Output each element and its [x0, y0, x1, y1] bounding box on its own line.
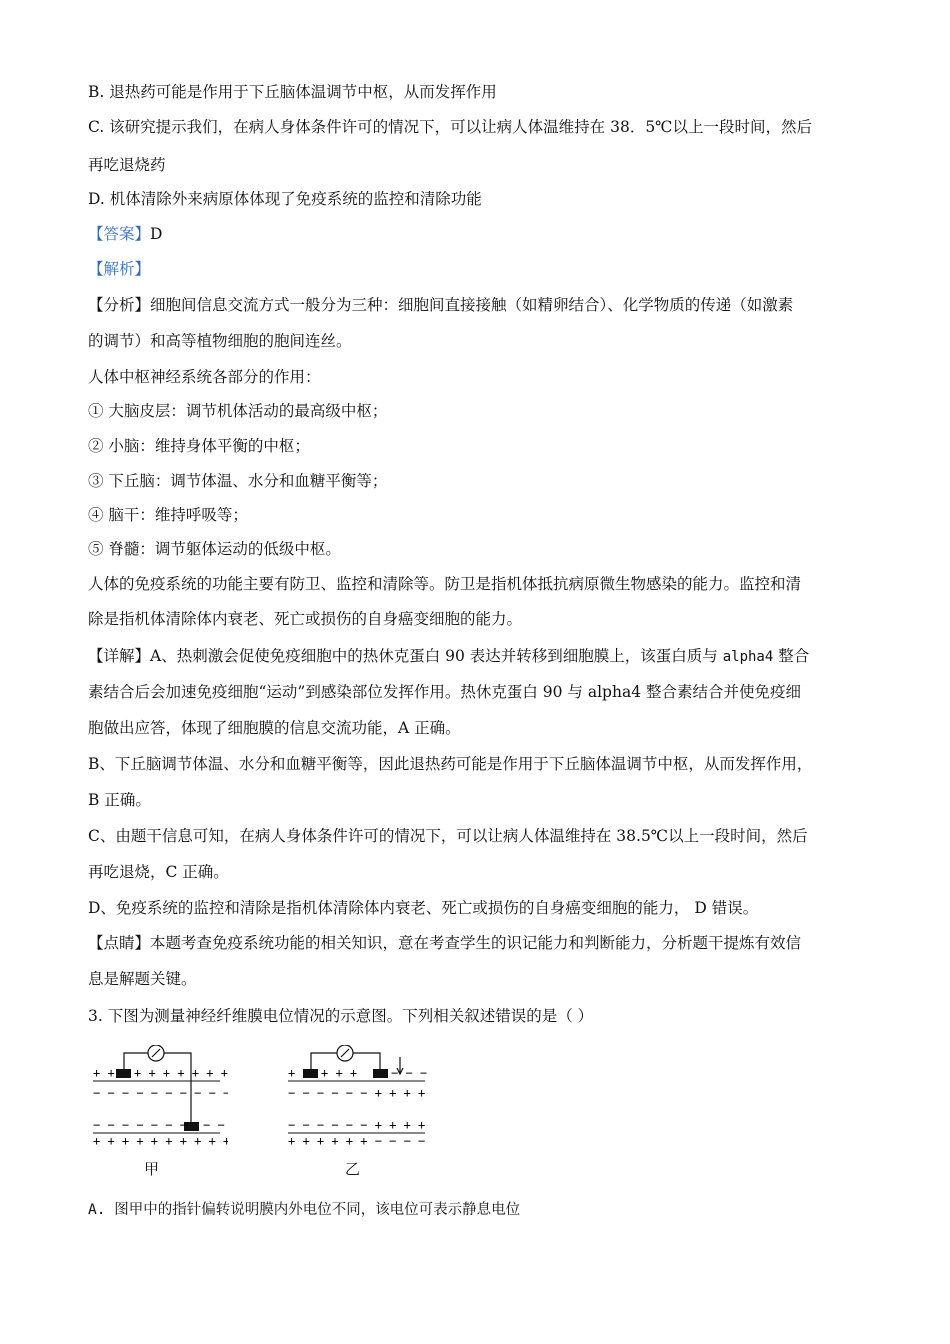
answer-value: D	[150, 225, 163, 243]
option-3a: A. 图甲中的指针偏转说明膜内外电位不同，该电位可表示静息电位	[88, 1202, 521, 1218]
svg-text:− − − − − − + + + +: − − − − − − + + + +	[288, 1118, 426, 1132]
immune-text-1: 人体的免疫系统的功能主要有防卫、监控和清除等。防卫是指机体抵抗病原微生物感染的能力。监控和清	[88, 575, 802, 593]
svg-text:− − − − − − −: − − − − − − −	[93, 1118, 187, 1132]
cns-item-3: ③ 下丘脑：调节体温、水分和血糖平衡等；	[88, 472, 388, 490]
svg-text:+ + + + + + + + + +: + + + + + + + + + +	[93, 1134, 228, 1148]
figure-yi-diagram	[285, 1045, 430, 1155]
dianjing-1: 【点睛】本题考查免疫系统功能的相关知识，意在考查学生的识记能力和判断能力，分析题干提炼有效信	[88, 934, 802, 952]
detail-a-1a: 【详解】A、热刺激会促使免疫细胞中的热休克蛋白 90 表达并转移到细胞膜上，该蛋白质与	[88, 647, 718, 665]
detail-a-1b: alpha4	[722, 649, 774, 665]
detail-d: D、免疫系统的监控和清除是指机体清除体内衰老、死亡或损伤的自身癌变细胞的能力， D 错误。	[88, 899, 759, 917]
svg-text:+ + + + + + +: + + + + + + +	[134, 1066, 228, 1080]
analysis-tag: 【解析】	[88, 260, 151, 278]
option-b: B. 退热药可能是作用于下丘脑体温调节中枢，从而发挥作用	[88, 83, 497, 101]
cns-item-4: ④ 脑干：维持呼吸等；	[88, 506, 248, 524]
detail-a-1	[88, 646, 809, 667]
label-yi: 乙	[345, 1160, 361, 1178]
cns-intro: 人体中枢神经系统各部分的作用：	[88, 368, 321, 386]
option-c-cont: 再吃退烧药	[88, 156, 166, 174]
svg-text:− −: − −	[203, 1118, 225, 1132]
figure-jia	[88, 1045, 228, 1178]
electrode-outside	[116, 1069, 131, 1078]
electrode-b	[373, 1069, 388, 1078]
electrode-a	[303, 1069, 318, 1078]
svg-text:− − − − − − + + + +: − − − − − − + + + +	[288, 1086, 426, 1100]
svg-text:+: +	[288, 1066, 296, 1080]
figure-jia-diagram	[88, 1045, 228, 1155]
detail-a-2: 素结合后会加速免疫细胞“运动”到感染部位发挥作用。热休克蛋白 90 与 alpha4 整合素结合并使免疫细	[88, 683, 801, 701]
analysis-text-2: 的调节）和高等植物细胞的胞间连丝。	[88, 332, 352, 350]
analysis-text-1: 【分析】细胞间信息交流方式一般分为三种：细胞间直接接触（如精卵结合）、化学物质的传递（如激素	[88, 296, 794, 314]
dianjing-2: 息是解题关键。	[88, 970, 197, 988]
option-c: C. 该研究提示我们，在病人身体条件许可的情况下，可以让病人体温维持在 38．5℃以上一段时间，然后	[88, 118, 813, 136]
svg-text:+ + + + + + − − − −: + + + + + + − − − −	[288, 1134, 426, 1148]
immune-text-2: 除是指机体清除体内衰老、死亡或损伤的自身癌变细胞的能力。	[88, 610, 523, 628]
option-d: D. 机体清除外来病原体体现了免疫系统的监控和清除功能	[88, 190, 482, 208]
svg-text:− − − − − − − − − −: − − − − − − − − − −	[93, 1086, 228, 1100]
detail-b-1: B、下丘脑调节体温、水分和血糖平衡等，因此退热药可能是作用于下丘脑体温调节中枢，从而发挥作用，	[88, 755, 813, 773]
detail-b-2: B 正确。	[88, 791, 151, 809]
detail-a-1c: 整合	[778, 647, 810, 665]
cns-item-2: ② 小脑：维持身体平衡的中枢；	[88, 437, 310, 455]
question-3: 3. 下图为测量神经纤维膜电位情况的示意图。下列相关叙述错误的是（ ）	[88, 1007, 594, 1025]
detail-a-3: 胞做出应答，体现了细胞膜的信息交流功能，A 正确。	[88, 719, 461, 737]
label-jia: 甲	[144, 1160, 160, 1178]
answer-tag: 【答案】	[88, 225, 151, 243]
cns-item-1: ① 大脑皮层：调节机体活动的最高级中枢；	[88, 402, 388, 420]
svg-text:+ + +: + + +	[321, 1066, 358, 1080]
detail-c-1: C、由题干信息可知，在病人身体条件许可的情况下，可以让病人体温维持在 38.5℃以上一段时间，然后	[88, 827, 808, 845]
svg-text:+ +: + +	[93, 1066, 115, 1080]
detail-c-2: 再吃退烧，C 正确。	[88, 863, 229, 881]
svg-text:− − −: − − −	[391, 1066, 428, 1080]
answer-line	[88, 224, 162, 244]
cns-item-5: ⑤ 脊髓：调节躯体运动的低级中枢。	[88, 540, 341, 558]
figure-yi	[285, 1045, 430, 1178]
